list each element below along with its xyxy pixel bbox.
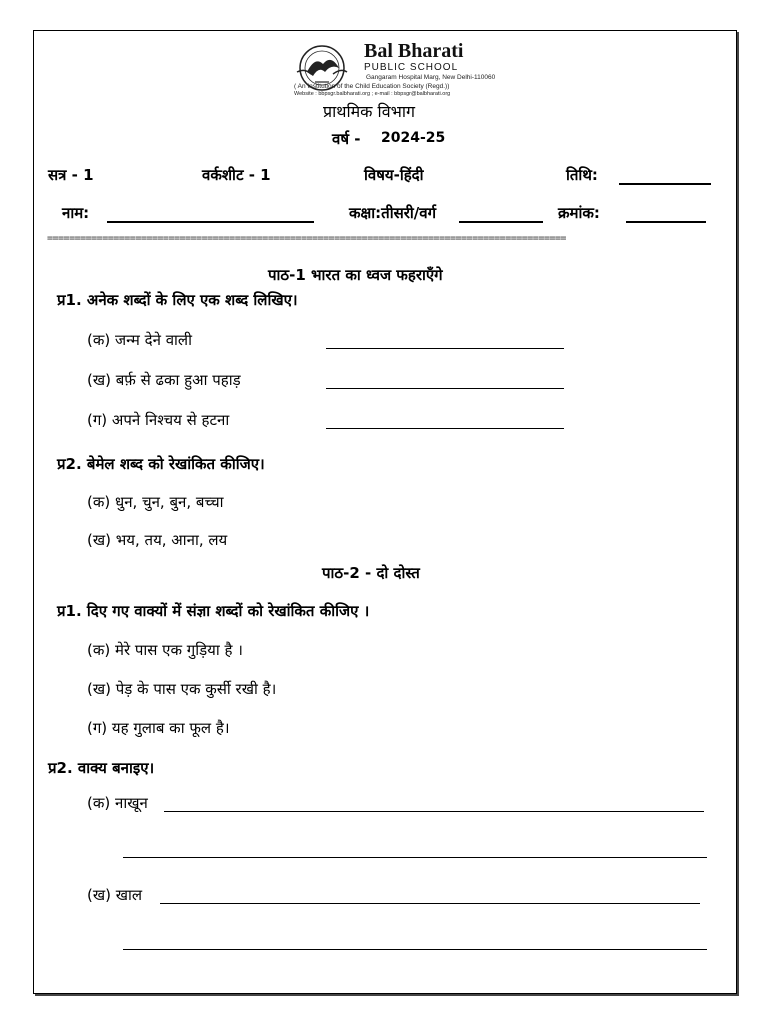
list-item: (ग) अपने निश्चय से हटना (87, 411, 230, 429)
section-field[interactable] (459, 221, 543, 223)
session-label: सत्र - 1 (48, 166, 94, 184)
list-item: (ख) भय, तय, आना, लय (87, 531, 228, 549)
list-item: (ग) यह गुलाब का फूल है। (87, 719, 230, 737)
list-item: (क) जन्म देने वाली (87, 331, 192, 349)
department-title: प्राथमिक विभाग (323, 102, 415, 121)
answer-line[interactable] (123, 949, 707, 950)
name-field[interactable] (107, 221, 314, 223)
lesson1-q2: प्र2. बेमेल शब्द को रेखांकित कीजिए। (57, 455, 265, 473)
answer-line[interactable] (326, 428, 564, 429)
answer-line[interactable] (160, 903, 700, 904)
list-item: (ख) खाल (87, 886, 143, 904)
name-label: नाम: (62, 204, 90, 222)
lesson2-q1: प्र1. दिए गए वाक्यों में संज्ञा शब्दों को रेखांकित कीजिए । (57, 602, 370, 620)
lesson2-q2: प्र2. वाक्य बनाइए। (48, 759, 155, 777)
lesson1-title: पाठ-1 भारत का ध्वज फहराएँगे (268, 266, 443, 284)
year-label: वर्ष - (332, 130, 361, 148)
school-society: ( An Institution of the Child Education Society (Regd.)) (294, 83, 450, 90)
roll-field[interactable] (626, 221, 706, 223)
list-item: (क) धुन, चुन, बुन, बच्चा (87, 493, 224, 511)
academic-year: 2024-25 (381, 130, 446, 146)
divider: ============================================================================================== (47, 233, 566, 244)
subject-label: विषय-हिंदी (364, 166, 424, 184)
list-item: (ख) पेड़ के पास एक कुर्सी रखी है। (87, 680, 277, 698)
date-field[interactable] (619, 183, 711, 185)
class-label: कक्षा:तीसरी/वर्ग (349, 204, 437, 222)
lesson1-q1: प्र1. अनेक शब्दों के लिए एक शब्द लिखिए। (57, 291, 298, 309)
school-contact: Website : bbpsgr.balbharati.org ; e-mail : bbpsgr@balbharati.org (294, 91, 451, 97)
list-item: (क) नाखून (87, 794, 148, 812)
answer-line[interactable] (326, 388, 564, 389)
date-label: तिथि: (566, 166, 598, 184)
list-item: (क) मेरे पास एक गुड़िया है । (87, 641, 243, 659)
list-item: (ख) बर्फ़ से ढका हुआ पहाड़ (87, 371, 241, 389)
school-name: Bal Bharati (364, 40, 464, 62)
worksheet-label: वर्कशीट - 1 (202, 166, 271, 184)
roll-label: क्रमांक: (558, 204, 600, 222)
lesson2-title: पाठ-2 - दो दोस्त (322, 564, 420, 582)
school-address: Gangaram Hospital Marg, New Delhi-110060 (366, 74, 496, 81)
answer-line[interactable] (164, 811, 704, 812)
answer-line[interactable] (123, 857, 707, 858)
school-type: PUBLIC SCHOOL (364, 62, 459, 73)
answer-line[interactable] (326, 348, 564, 349)
